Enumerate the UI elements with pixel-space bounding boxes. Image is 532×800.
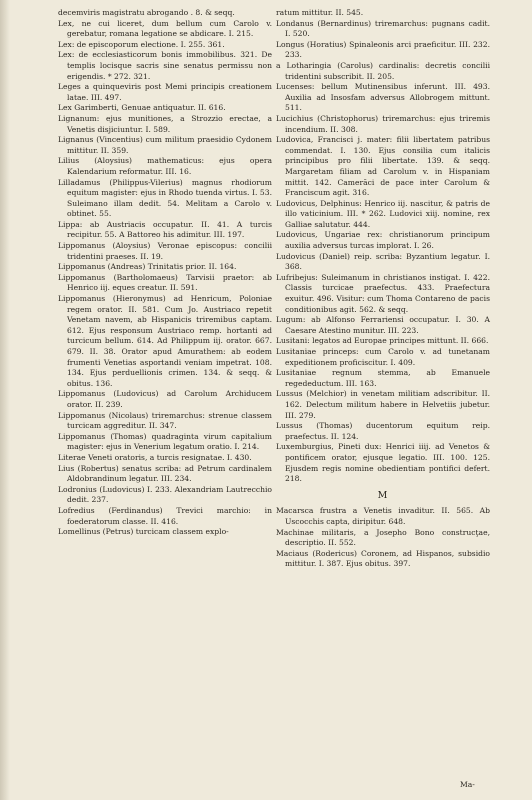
- index-entry: Lucichius (Christophorus) triremarchus: ejus triremis incendium. II. 308.: [276, 113, 490, 134]
- index-entry: Lilius (Aloysius) mathematicus: ejus opera Kalendarium reformatur. III. 16.: [58, 156, 272, 176]
- page-gutter-shadow: [0, 0, 10, 800]
- index-entry: Lignanus (Vincentius) cum militum praesidio Cydonem mittitur. II. 359.: [58, 135, 272, 155]
- index-entry: Lussus (Thomas) ducentorum equitum reip. praefectus. II. 124.: [276, 421, 490, 441]
- index-entry: Lusitaniae princeps: cum Carolo v. ad tunetanam expeditionem proficiscitur. I. 409.: [276, 347, 490, 367]
- index-entry: Lippomanus (Andreas) Trinitatis prior. II. 164.: [58, 262, 237, 272]
- index-entry: Macarsca frustra a Venetis invaditur. II. 565. Ab Uscocchis capta, diripitur. 648.: [276, 506, 490, 526]
- index-entry: Lodronius (Ludovicus) I. 233. Alexandriam Lautrecchio dedit. 237.: [58, 484, 272, 505]
- index-column-left: [58, 8, 272, 538]
- index-entry: Longus (Horatius) Spinaleonis arci praeficitur. III. 232. 233.: [276, 39, 490, 60]
- index-entry: a Lotharingia (Carolus) cardinalis: decretis concilii tridentini subscribit. II. 205.: [276, 60, 490, 81]
- index-entry: Lilladamus (Philippus-Vilerius) magnus rhodiorum equitum magister: ejus in Rhodo tuenda virtus. I. 53. Suleimano illam dedit. 54. Melitam a Carolo v. obtinet. 55.: [58, 177, 272, 219]
- index-entry: Lignanum: ejus munitiones, a Strozzio erectae, a Venetis disjiciuntur. I. 589.: [58, 113, 272, 134]
- index-entry: Lius (Robertus) senatus scriba: ad Petrum cardinalem Aldobrandinum legatur. III. 234.: [58, 463, 272, 484]
- index-entry: Lusitaniae regnum stemma, ab Emanuele regedeductum. III. 163.: [276, 368, 490, 388]
- index-entry: Ludovica, Francisci j. mater: filii libertatem patribus commendat. I. 130. Ejus consilia cum italicis principibus pro filii libertate. 139. & seqq. Margaretam filiam ad Carolum v. in Hispaniam mittit. 142. Camerāci de pace inter Carolum & Franciscum agit. 316.: [276, 135, 490, 198]
- index-entry: Lippomanus (Hieronymus) ad Henricum, Poloniae regem orator. II. 581. Cum Jo. Austriaco repetit Venetam navem, ab Hispanicis triremibus captam. 612. Ejus responsum Austriaco remp. hortanti ad turcicum bellum. 614. Ad Philippum iij. orator. 667. 679. II. 38. Orator apud Amurathem: ab eodem frumenti Venetias asportandi veniam impetrat. 108. 134. Ejus perduellionis crimen. 134. & seqq. & obitus. 136.: [58, 294, 272, 388]
- index-entry: Lomellinus (Petrus) turcicam classem explo-: [58, 527, 229, 537]
- index-entry: Literae Veneti oratoris, a turcis resignatae. I. 430.: [58, 452, 252, 462]
- index-entry: Luxemburgius, Pineti dux: Henrici iiij. ad Venetos & pontificem orator, ejusque legatio. III. 100. 125. Ejusdem regis nomine obedientiam pontifici defert. 218.: [276, 442, 490, 484]
- index-entry: Ludovicus, Ungariae rex: christianorum principum auxilia adversus turcas implorat. I. 26.: [276, 230, 490, 251]
- index-entry: Lippomanus (Aloysius) Veronae episcopus: concilii tridentini praeses. II. 19.: [58, 241, 272, 261]
- index-entry: Lippomanus (Nicolaus) triremarchus: strenue classem turcicam aggreditur. II. 347.: [58, 410, 272, 431]
- index-entry: Lussus (Melchior) in venetam militiam adscribitur. II. 162. Delectum militum habere in Helvetiis jubetur. III. 279.: [276, 389, 490, 420]
- section-letter-heading: M: [377, 489, 389, 501]
- index-entry: ratum mittitur. II. 545.: [276, 8, 364, 17]
- index-entry: Lippomanus (Ludovicus) ad Carolum Archiducem orator. II. 239.: [58, 389, 272, 409]
- index-entry: Lippa: ab Austriacis occupatur. II. 41. A turcis recipitur. 55. A Battoreo his adimitur. III. 197.: [58, 219, 272, 240]
- index-entry: Lugum: ab Alfonso Ferrariensi occupatur. I. 30. A Caesare Atestino munitur. III. 223.: [276, 315, 490, 335]
- index-entry: Lucenses: bellum Mutinensibus inferunt. III. 493. Auxilia ad Insosfam adversus Allobrogem mittunt. 511.: [276, 82, 490, 113]
- index-entry: decemviris magistratu abrogando . 8. & seqq.: [58, 8, 235, 17]
- index-entry: Londanus (Bernardinus) triremarchus: pugnans cadit. I. 520.: [276, 18, 490, 39]
- catchword: Ma-: [460, 780, 475, 789]
- index-entry: Lex, ne cui liceret, dum bellum cum Carolo v. gerebatur, romana legatione se abdicare. I. 215.: [58, 18, 272, 39]
- index-column-right: [276, 8, 490, 570]
- index-entry: Ludovicus, Delphinus: Henrico iij. nascitur, & patris de illo vaticinium. III. * 262. Ludovici xiij. nomine, rex Galliae salutatur. 444.: [276, 198, 490, 229]
- index-entry: Lufribejus: Suleimanum in christianos instigat. I. 422. Classis turcicae praefectus. 433. Praefectura exuitur. 496. Visitur: cum Thoma Contareno de pacis conditionibus agit. 562. & seqq.: [276, 272, 490, 314]
- index-entry: Lusitani: legatos ad Europae principes mittunt. II. 666.: [276, 336, 489, 346]
- index-entry: Ludovicus (Daniel) reip. scriba: Byzantium legatur. I. 368.: [276, 251, 490, 272]
- index-entry: Lex Garimberti, Genuae antiquatur. II. 616.: [58, 103, 226, 113]
- index-entry: Lex: de episcoporum electione. I. 255. 361.: [58, 39, 225, 49]
- index-entry: Lex: de ecclesiasticorum bonis immobilibus. 321. De templis locisque sacris sine senatus permissu non erigendis. * 272. 321.: [58, 50, 272, 81]
- index-entry: Lippomanus (Thomas) quadraginta virum capitalium magister: ejus in Venerium legatum oratio. I. 214.: [58, 431, 272, 452]
- index-entry: Leges a quinqueviris post Memi principis creationem latae. III. 497.: [58, 82, 272, 102]
- index-entry: Lofredius (Ferdinandus) Trevici marchio: in foederatorum classe. II. 416.: [58, 505, 272, 526]
- index-entry: Lippomanus (Bartholomaeus) Tarvisii praetor: ab Henrico iij. eques creatur. II. 591.: [58, 272, 272, 293]
- index-entry: Machinae militaris, a Josepho Bono construcţae, descriptio. II. 552.: [276, 527, 490, 548]
- index-entry: Maciaus (Rodericus) Coronem, ad Hispanos, subsidio mittitur. I. 387. Ejus obitus. 397.: [276, 548, 490, 569]
